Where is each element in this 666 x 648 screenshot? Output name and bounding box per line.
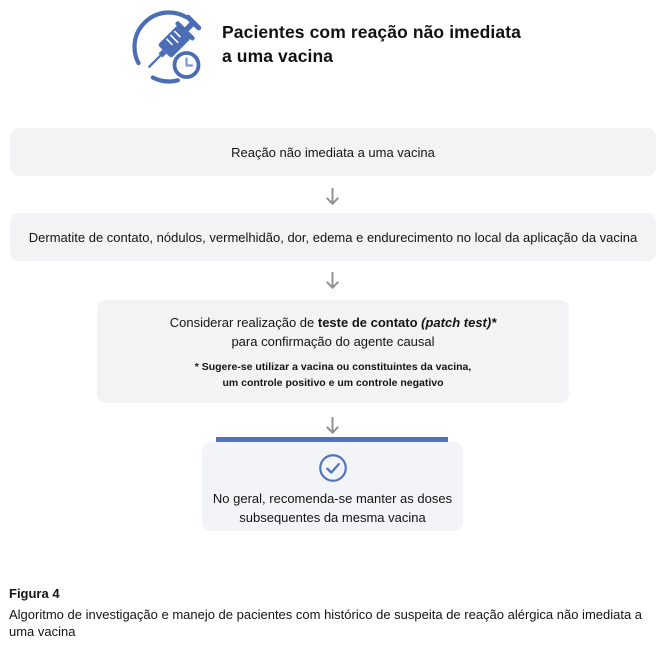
patch-test-line1-regular: Considerar realização de [169, 315, 318, 330]
syringe-clock-icon [130, 8, 208, 86]
page-title [222, 20, 582, 68]
recommendation-line1: No geral, recomenda-se manter as doses [212, 491, 453, 506]
recommendation-line2: subsequentes da mesma vacina [239, 510, 426, 525]
flow-step-recommendation [202, 442, 463, 531]
flow-step-symptoms [10, 213, 656, 261]
figure-label: Figura 4 [9, 586, 60, 601]
flow-step-reaction-text: Reação não imediata a uma vacina [231, 144, 435, 160]
down-arrow-icon [323, 187, 342, 206]
patch-test-line1 [170, 313, 497, 332]
figure-caption-text: Algoritmo de investigação e manejo de pacientes com histórico de suspeita de reação alérgica não imediata a uma vacina [9, 606, 643, 639]
patch-test-line2: para confirmação do agente causal [231, 334, 435, 349]
patch-test-line1-bold-italic: (patch test)* [421, 315, 497, 330]
patch-test-footnote-line1: * Sugere-se utilizar a vacina ou constituintes da vacina, [194, 361, 472, 373]
flow-step-patch-test [97, 300, 569, 403]
page-title-line2: a uma vacina [222, 46, 334, 66]
recommendation-text [213, 489, 452, 527]
flow-step-reaction [10, 128, 656, 176]
patch-test-line1-bold: teste de contato [317, 315, 422, 330]
patch-test-footnote-line2: um controle positivo e um controle negativo [222, 376, 444, 389]
page-title-line1: Pacientes com reação não imediata [222, 22, 521, 42]
flow-step-symptoms-text: Dermatite de contato, nódulos, vermelhidão, dor, edema e endurecimento no local da aplicação da vacina [28, 229, 638, 245]
check-circle-icon [318, 453, 348, 483]
down-arrow-icon [323, 416, 342, 435]
figure-caption [9, 585, 659, 641]
down-arrow-icon [323, 271, 342, 290]
patch-test-footnote [195, 360, 472, 391]
